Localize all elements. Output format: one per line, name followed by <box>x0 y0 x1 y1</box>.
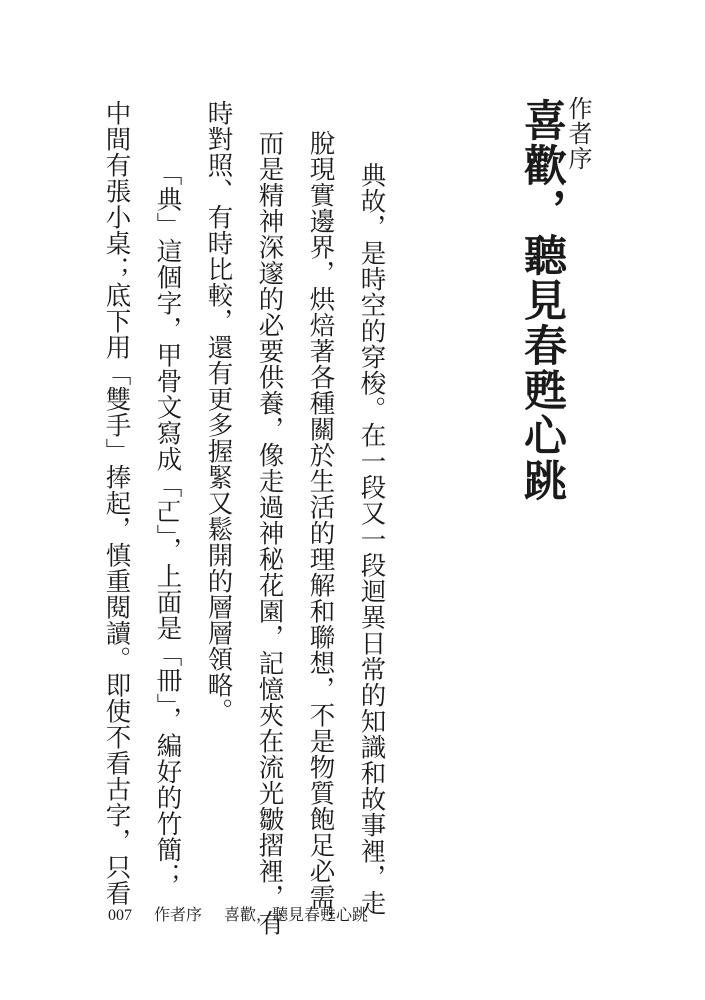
section-label: 作者序 <box>564 96 592 171</box>
body-line-6: 中間有張小桌；底下用「雙手」捧起，慎重閱讀。即使不看古字，只看 <box>101 100 132 906</box>
page-title: 喜歡，聽見春甦心跳 <box>517 98 567 503</box>
page-number: 007 <box>108 907 132 924</box>
footer-section: 作者序 <box>154 907 203 924</box>
body-line-3: 而是精神深邃的必要供養，像走過神秘花園，記憶夾在流光皺摺裡，有 <box>254 130 285 936</box>
body-line-5: 「典」這個字，甲骨文寫成「𠀀」，上面是「冊」，編好的竹簡； <box>152 160 183 889</box>
body-line-2: 脫現實邊界，烘焙著各種關於生活的理解和聯想，不是物質飽足必需， <box>305 130 336 936</box>
body-line-1: 典故，是時空的穿梭。在一段又一段迴異日常的知識和故事裡，走 <box>356 162 387 916</box>
page-footer <box>108 902 368 925</box>
body-line-4: 時對照、有時比較，還有更多握緊又鬆開的層層領略。 <box>203 100 234 724</box>
footer-title: 喜歡，聽見春甦心跳 <box>224 907 369 924</box>
